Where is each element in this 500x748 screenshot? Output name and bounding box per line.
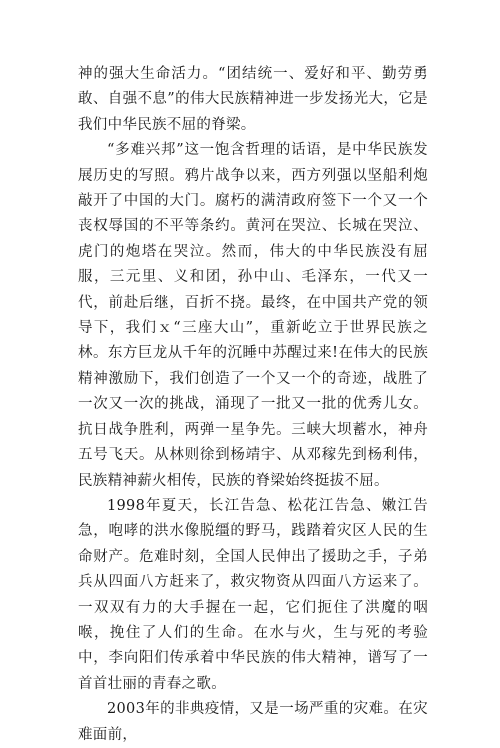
- document-body: [78, 62, 428, 748]
- paragraph-duonan-xingbang: “多难兴邦”这一饱含哲理的话语，是中华民族发展历史的写照。鸦片战争以来，西方列强以坚船利炮敲开了中国的大门。腐朽的满清政府签下一个又一个丧权辱国的不平等条约。黄河在哭泣、长城在哭泣、虎门的炮塔在哭泣。然而，伟大的中华民族没有屈服，三元里、义和团，孙中山、毛泽东，一代又一代，前赴后继，百折不挠。最终，在中国共产党的领导下，我们ｘ“三座大山”，重新屹立于世界民族之林。东方巨龙从千年的沉睡中苏醒过来!在伟大的民族精神激励下，我们创造了一个又一个的奇迹，战胜了一次又一次的挑战，涌现了一批又一批的优秀儿女。抗日战争胜利，两弹一星争先。三峡大坝蓄水，神舟五号飞天。从林则徐到杨靖宇、从邓稼先到杨利伟，民族精神薪火相传，民族的脊梁始终挺拔不屈。: [78, 142, 428, 489]
- paragraph-continuation: 神的强大生命活力。“团结统一、爱好和平、勤劳勇敢、自强不息”的伟大民族精神进一步发扬光大，它是我们中华民族不屈的脊梁。: [78, 66, 428, 133]
- paragraph-1998-flood: 1998年夏天，长江告急、松花江告急、嫩江告急，咆哮的洪水像脱缰的野马，践踏着灾区人民的生命财产。危难时刻，全国人民伸出了援助之手，子弟兵从四面八方赶来了，救灾物资从四面八方运来了。一双双有力的大手握在一起，它们扼住了洪魔的咽喉，挽住了人们的生命。在水与火，生与死的考验中，李向阳们传承着中华民族的伟大精神，谱写了一首首壮丽的青春之歌。: [78, 497, 428, 692]
- paragraph-2003-sars: 2003年的非典疫情，又是一场严重的灾难。在灾难面前，: [78, 701, 428, 743]
